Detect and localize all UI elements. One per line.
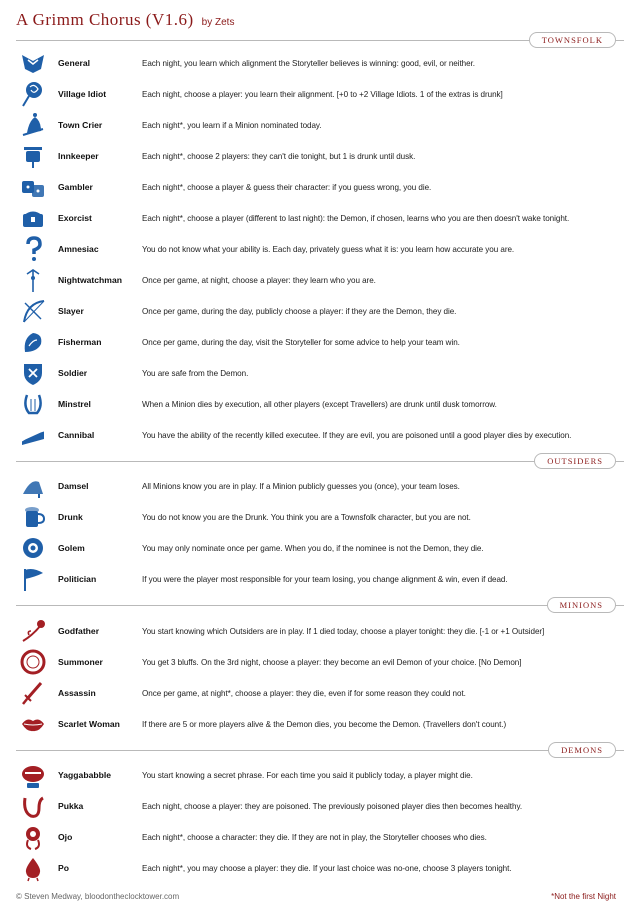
character-ability: You may only nominate once per game. When you do, if the nominee is not the Demon, they die. xyxy=(142,543,484,553)
eye-tentacle-icon xyxy=(16,822,50,852)
first-night-note: *Not the first Night xyxy=(551,892,616,901)
character-ability: When a Minion dies by execution, all other players (except Travellers) are drunk until dusk tomorrow. xyxy=(142,399,497,409)
character-name: Slayer xyxy=(58,306,84,316)
townsfolk-row-slayer xyxy=(16,296,628,326)
character-ability: Each night*, choose a player (different to last night): the Demon, if chosen, learns who you are then doesn't wake tonight. xyxy=(142,213,570,223)
character-name: Summoner xyxy=(58,657,103,667)
townsfolk-row-cannibal xyxy=(16,420,628,450)
bell-icon xyxy=(16,110,50,140)
minions-section-label: MINIONS xyxy=(547,597,616,613)
golem-icon xyxy=(16,533,50,563)
demons-row-pukka xyxy=(16,791,628,821)
character-ability: Each night*, choose 2 players: they can't die tonight, but 1 is drunk until dusk. xyxy=(142,151,416,161)
outsiders-divider xyxy=(16,461,624,462)
flag-icon xyxy=(16,564,50,594)
general-icon xyxy=(16,48,50,78)
lyre-icon xyxy=(16,389,50,419)
demons-row-ojo xyxy=(16,822,628,852)
character-name: Town Crier xyxy=(58,120,103,130)
character-name: Yaggababble xyxy=(58,770,112,780)
minions-row-godfather xyxy=(16,616,628,646)
character-name: Ojo xyxy=(58,832,73,842)
character-name: Damsel xyxy=(58,481,89,491)
serpent-icon xyxy=(16,791,50,821)
character-ability: You are safe from the Demon. xyxy=(142,368,249,378)
townsfolk-row-soldier xyxy=(16,358,628,388)
demons-divider xyxy=(16,750,624,751)
character-ability: Once per game, during the day, visit the Storyteller for some advice to help your team win. xyxy=(142,337,460,347)
townsfolk-row-fisherman xyxy=(16,327,628,357)
dice-icon xyxy=(16,172,50,202)
shield-icon xyxy=(16,358,50,388)
townsfolk-row-innkeeper xyxy=(16,141,628,171)
dagger-icon xyxy=(16,678,50,708)
townsfolk-row-exorcist xyxy=(16,203,628,233)
character-name: Village Idiot xyxy=(58,89,107,99)
townsfolk-row-gambler xyxy=(16,172,628,202)
character-ability: You start knowing a secret phrase. For each time you said it publicly today, a player might die. xyxy=(142,770,473,780)
character-name: Fisherman xyxy=(58,337,102,347)
inn-sign-icon xyxy=(16,141,50,171)
character-ability: You have the ability of the recently killed executee. If they are evil, you are poisoned until a good player dies by execution. xyxy=(142,430,572,440)
demons-row-po xyxy=(16,853,628,883)
character-name: Cannibal xyxy=(58,430,95,440)
townsfolk-row-general xyxy=(16,48,628,78)
outsiders-row-golem xyxy=(16,533,628,563)
character-name: General xyxy=(58,58,91,68)
script-author: by Zets xyxy=(201,17,235,28)
character-ability: Once per game, at night*, choose a player: they die, even if for some reason they could not. xyxy=(142,688,466,698)
blood-drop-icon xyxy=(16,853,50,883)
character-ability: Each night, choose a player: they are poisoned. The previously poisoned player dies then becomes healthy. xyxy=(142,801,523,811)
character-name: Nightwatchman xyxy=(58,275,122,285)
lantern-icon xyxy=(16,265,50,295)
character-name: Minstrel xyxy=(58,399,91,409)
minions-row-assassin xyxy=(16,678,628,708)
character-name: Politician xyxy=(58,574,97,584)
script-header xyxy=(16,10,234,34)
character-ability: Each night*, you may choose a player: they die. If your last choice was no-one, choose 3 players tonight. xyxy=(142,863,512,873)
character-ability: You do not know what your ability is. Each day, privately guess what it is: you learn how accurate you are. xyxy=(142,244,515,254)
question-mark-icon xyxy=(16,234,50,264)
character-name: Godfather xyxy=(58,626,100,636)
character-name: Amnesiac xyxy=(58,244,99,254)
rose-icon xyxy=(16,616,50,646)
outsiders-section-label: OUTSIDERS xyxy=(534,453,616,469)
character-ability: All Minions know you are in play. If a Minion publicly guesses you (once), your team loses. xyxy=(142,481,460,491)
outsiders-row-politician xyxy=(16,564,628,594)
character-name: Scarlet Woman xyxy=(58,719,120,729)
townsfolk-row-nightwatchman xyxy=(16,265,628,295)
character-name: Assassin xyxy=(58,688,96,698)
minions-divider xyxy=(16,605,624,606)
character-name: Innkeeper xyxy=(58,151,99,161)
demons-row-yaggababble xyxy=(16,760,628,790)
character-name: Gambler xyxy=(58,182,93,192)
mouth-icon xyxy=(16,760,50,790)
character-ability: Each night*, choose a player & guess their character: if you guess wrong, you die. xyxy=(142,182,432,192)
character-ability: You start knowing which Outsiders are in play. If 1 died today, choose a player tonight: they die. [-1 or +1 Outsider] xyxy=(142,626,545,636)
tankard-icon xyxy=(16,502,50,532)
character-ability: If there are 5 or more players alive & the Demon dies, you become the Demon. (Travellers don't count.) xyxy=(142,719,507,729)
slipper-icon xyxy=(16,471,50,501)
chest-icon xyxy=(16,203,50,233)
character-ability: Each night, you learn which alignment the Storyteller believes is winning: good, evil, or neither. xyxy=(142,58,475,68)
character-name: Po xyxy=(58,863,69,873)
outsiders-row-drunk xyxy=(16,502,628,532)
character-name: Drunk xyxy=(58,512,83,522)
character-ability: Each night*, choose a character: they die. If they are not in play, the Storyteller chooses who dies. xyxy=(142,832,487,842)
character-ability: Once per game, during the day, publicly choose a player: if they are the Demon, they die. xyxy=(142,306,457,316)
townsfolk-row-minstrel xyxy=(16,389,628,419)
character-name: Soldier xyxy=(58,368,88,378)
character-ability: You get 3 bluffs. On the 3rd night, choose a player: they become an evil Demon of your choice. [No Demon] xyxy=(142,657,522,667)
character-name: Pukka xyxy=(58,801,84,811)
outsiders-row-damsel xyxy=(16,471,628,501)
bow-icon xyxy=(16,296,50,326)
character-ability: Each night, choose a player: you learn their alignment. [+0 to +2 Village Idiots. 1 of the extras is drunk] xyxy=(142,89,503,99)
character-ability: Each night*, you learn if a Minion nominated today. xyxy=(142,120,322,130)
demons-section-label: DEMONS xyxy=(548,742,616,758)
townsfolk-row-town-crier xyxy=(16,110,628,140)
lollipop-icon xyxy=(16,79,50,109)
minions-row-scarlet-woman xyxy=(16,709,628,739)
pie-icon xyxy=(16,420,50,450)
character-ability: You do not know you are the Drunk. You think you are a Townsfolk character, but you are not. xyxy=(142,512,471,522)
minions-row-summoner xyxy=(16,647,628,677)
summoning-circle-icon xyxy=(16,647,50,677)
townsfolk-section-label: TOWNSFOLK xyxy=(529,32,616,48)
townsfolk-row-amnesiac xyxy=(16,234,628,264)
copyright-text: © Steven Medway, bloodontheclocktower.com xyxy=(16,892,180,901)
fish-icon xyxy=(16,327,50,357)
lips-icon xyxy=(16,709,50,739)
character-name: Exorcist xyxy=(58,213,92,223)
script-title: A Grimm Chorus (V1.6) xyxy=(16,10,194,29)
character-name: Golem xyxy=(58,543,85,553)
townsfolk-row-village-idiot xyxy=(16,79,628,109)
character-ability: Once per game, at night, choose a player: they learn who you are. xyxy=(142,275,376,285)
character-ability: If you were the player most responsible for your team losing, you change alignment & win, even if dead. xyxy=(142,574,508,584)
